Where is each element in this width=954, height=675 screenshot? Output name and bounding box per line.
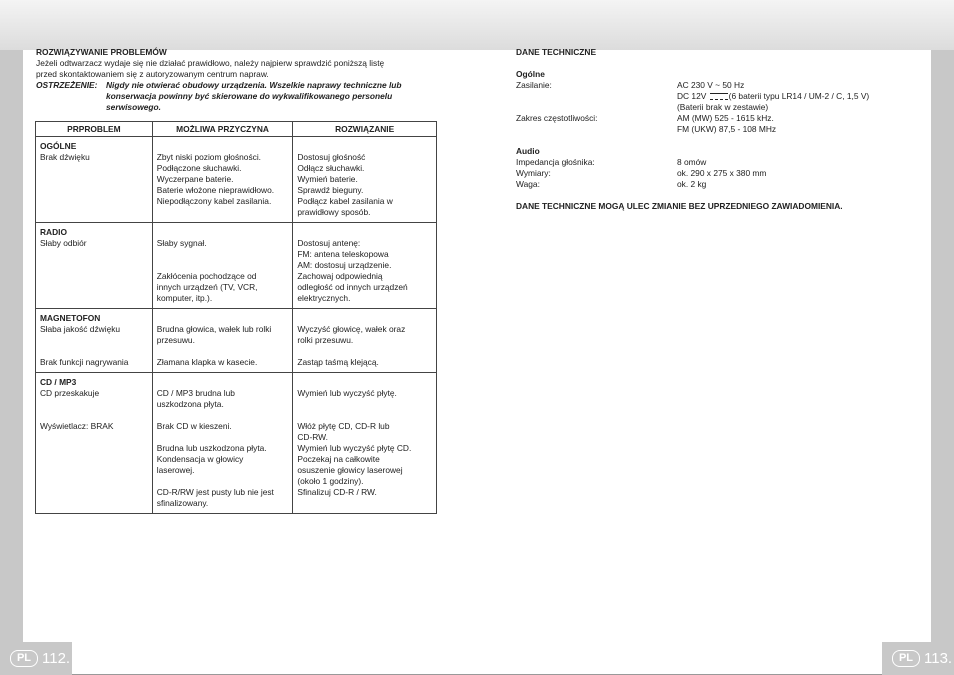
solution-cell xyxy=(293,373,437,514)
power-dc xyxy=(677,91,936,102)
cause-cell xyxy=(152,309,293,373)
cell-line: Zbyt niski poziom głośności. xyxy=(156,152,262,162)
cell-line: Podłącz kabel zasilania w xyxy=(297,196,393,206)
intro-line-1: Jeżeli odtwarzacz wydaje się nie działać prawidłowo, należy najpierw sprawdzić poniższą listę xyxy=(36,58,385,68)
warning-line-3: serwisowego. xyxy=(106,102,161,112)
dc-symbol-icon xyxy=(710,93,728,100)
cell-line: (około 1 godziny). xyxy=(297,476,364,486)
section-title: MAGNETOFON xyxy=(40,313,101,323)
cell-line: Brudna lub uszkodzona płyta. xyxy=(156,443,267,453)
header-cause: MOŻLIWA PRZYCZYNA xyxy=(152,122,293,137)
cell-line xyxy=(157,410,289,421)
power-dc-suffix: (6 baterii typu LR14 / UM-2 / C, 1,5 V) xyxy=(728,91,870,101)
cell-line: sfinalizowany. xyxy=(156,498,209,508)
cell-line xyxy=(40,399,148,410)
cell-line: Sfinalizuj CD-R / RW. xyxy=(297,487,377,497)
cell-line: FM: antena teleskopowa xyxy=(297,249,389,259)
cell-line xyxy=(157,249,289,260)
spec-row-power xyxy=(516,80,936,113)
cell-line: Zastąp taśmą klejącą. xyxy=(297,357,379,367)
cell-line: Brudna głowica, wałek lub rolki xyxy=(156,324,272,334)
spec-row-weight xyxy=(516,179,936,190)
cell-spacer xyxy=(297,313,432,324)
specs-notice: DANE TECHNICZNE MOGĄ ULEC ZMIANIE BEZ UPRZEDNIEGO ZAWIADOMIENIA. xyxy=(516,201,843,211)
cell-line xyxy=(297,346,432,357)
cause-cell xyxy=(152,373,293,514)
spec-row-frequency xyxy=(516,113,936,135)
cell-line: Włóż płytę CD, CD-R lub xyxy=(297,421,390,431)
cell-line: uszkodzona płyta. xyxy=(156,399,224,409)
cell-line: Baterie włożone nieprawidłowo. xyxy=(156,185,275,195)
page-number-left: 112. xyxy=(42,650,71,667)
cell-line: CD-R/RW jest pusty lub nie jest xyxy=(156,487,274,497)
cell-line: Niepodłączony kabel zasilania. xyxy=(156,196,272,206)
cell-line: Słaba jakość dźwięku xyxy=(40,324,121,334)
imp-value: 8 omów xyxy=(677,157,707,167)
cell-line: elektrycznych. xyxy=(297,293,351,303)
dims-label: Wymiary: xyxy=(516,168,551,178)
warning-text xyxy=(106,80,441,113)
freq-fm: FM (UKW) 87,5 - 108 MHz xyxy=(677,124,777,134)
power-dc-note: (Baterii brak w zestawie) xyxy=(677,102,769,112)
weight-value: ok. 2 kg xyxy=(677,179,707,189)
table-row xyxy=(36,309,437,373)
cell-line: CD przeskakuje xyxy=(40,388,100,398)
spec-row-dimensions xyxy=(516,168,936,179)
warning-label: OSTRZEŻENIE: xyxy=(36,80,98,90)
cell-line: AM: dostosuj urządzenie. xyxy=(297,260,392,270)
cell-line: Wyczerpane baterie. xyxy=(156,174,234,184)
cause-cell xyxy=(152,223,293,309)
cell-line: Sprawdź bieguny. xyxy=(297,185,364,195)
problem-cell xyxy=(36,309,153,373)
cell-line xyxy=(157,260,289,271)
cell-line: Zakłócenia pochodzące od xyxy=(156,271,257,281)
cell-spacer xyxy=(157,313,289,324)
header-problem: PRPROBLEM xyxy=(36,122,153,137)
cell-line xyxy=(157,432,289,443)
footer-right xyxy=(882,642,954,675)
language-badge-left: PL xyxy=(10,650,38,667)
section-title: CD / MP3 xyxy=(40,377,77,387)
power-values xyxy=(677,80,936,113)
warning-block xyxy=(36,80,441,113)
cell-spacer xyxy=(157,227,289,238)
cell-line: Wymień lub wyczyść płytę CD. xyxy=(297,443,412,453)
freq-am: AM (MW) 525 - 1615 kHz. xyxy=(677,113,774,123)
warning-line-2: konserwacja powinny być skierowane do wykwalifikowanego personelu xyxy=(106,91,393,101)
cell-line: Wyświetlacz: BRAK xyxy=(40,421,114,431)
problem-cell xyxy=(36,373,153,514)
solution-cell xyxy=(293,223,437,309)
table-body xyxy=(36,137,437,514)
table-header-row xyxy=(36,122,437,137)
cell-line xyxy=(297,410,432,421)
cell-spacer xyxy=(297,141,432,152)
cell-line: Brak funkcji nagrywania xyxy=(40,357,129,367)
problem-cell xyxy=(36,223,153,309)
troubleshooting-section xyxy=(36,47,441,113)
header-solution: ROZWIĄZANIE xyxy=(293,122,437,137)
cell-line: Poczekaj na całkowite xyxy=(297,454,380,464)
cell-line: Wymień baterie. xyxy=(297,174,358,184)
cell-line: Kondensacja w głowicy xyxy=(156,454,244,464)
problem-cell xyxy=(36,137,153,223)
section-title: OGÓLNE xyxy=(40,141,77,151)
cell-line: CD / MP3 brudna lub xyxy=(156,388,235,398)
cell-line: Wymień lub wyczyść płytę. xyxy=(297,388,397,398)
warning-line-1: Nigdy nie otwierać obudowy urządzenia. Wszelkie naprawy techniczne lub xyxy=(106,80,402,90)
cell-line: Zachowaj odpowiednią xyxy=(297,271,383,281)
cell-line xyxy=(297,399,432,410)
cell-line: Brak dźwięku xyxy=(40,152,90,162)
cell-line: Wyczyść głowicę, wałek oraz xyxy=(297,324,406,334)
cell-line: Podłączone słuchawki. xyxy=(156,163,242,173)
cell-line: komputer, itp.). xyxy=(156,293,213,303)
page-number-right: 113. xyxy=(924,650,953,667)
solution-cell xyxy=(293,309,437,373)
power-dc-prefix: DC 12V xyxy=(677,91,707,101)
cell-line: Złamana klapka w kasecie. xyxy=(156,357,258,367)
intro-line-2: przed skontaktowaniem się z autoryzowanym centrum napraw. xyxy=(36,69,269,79)
cell-line xyxy=(157,346,289,357)
general-heading: Ogólne xyxy=(516,69,545,79)
language-badge-right: PL xyxy=(892,650,920,667)
power-ac: AC 230 V ~ 50 Hz xyxy=(677,80,745,90)
cell-line: Dostosuj głośność xyxy=(297,152,366,162)
cell-spacer xyxy=(297,227,432,238)
cell-line: laserowej. xyxy=(156,465,195,475)
weight-label: Waga: xyxy=(516,179,540,189)
cell-spacer xyxy=(157,377,289,388)
footer-left xyxy=(0,642,72,675)
cell-spacer xyxy=(297,377,432,388)
troubleshooting-heading: ROZWIĄZYWANIE PROBLEMÓW xyxy=(36,47,167,57)
cell-line xyxy=(40,335,148,346)
cell-line: odległość od innych urządzeń xyxy=(297,282,408,292)
cell-line: rolki przesuwu. xyxy=(297,335,354,345)
cell-spacer xyxy=(157,141,289,152)
dims-value: ok. 290 x 275 x 380 mm xyxy=(677,168,767,178)
cell-line: przesuwu. xyxy=(156,335,195,345)
cell-line: innych urządzeń (TV, VCR, xyxy=(156,282,258,292)
specs-section xyxy=(516,47,936,212)
audio-heading: Audio xyxy=(516,146,540,156)
cell-line xyxy=(157,476,289,487)
cell-line: Odłącz słuchawki. xyxy=(297,163,365,173)
table-row xyxy=(36,223,437,309)
cell-line: prawidłowy sposób. xyxy=(297,207,371,217)
table-row xyxy=(36,373,437,514)
cell-line: osuszenie głowicy laserowej xyxy=(297,465,403,475)
solution-cell xyxy=(293,137,437,223)
imp-label: Impedancja głośnika: xyxy=(516,157,595,167)
section-title: RADIO xyxy=(40,227,67,237)
cell-line: Słaby odbiór xyxy=(40,238,87,248)
cell-line xyxy=(40,410,148,421)
freq-label: Zakres częstotliwości: xyxy=(516,113,598,123)
specs-heading: DANE TECHNICZNE xyxy=(516,47,597,57)
left-margin-band xyxy=(0,50,23,675)
cell-line: Brak CD w kieszeni. xyxy=(156,421,232,431)
cause-cell xyxy=(152,137,293,223)
power-label: Zasilanie: xyxy=(516,80,552,90)
cell-line: Słaby sygnał. xyxy=(156,238,207,248)
freq-values xyxy=(677,113,936,135)
cell-line: CD-RW. xyxy=(297,432,328,442)
table-row xyxy=(36,137,437,223)
spec-row-impedance xyxy=(516,157,936,168)
troubleshooting-table xyxy=(35,121,437,514)
cell-line: Dostosuj antenę: xyxy=(297,238,361,248)
top-header-band xyxy=(0,0,954,50)
cell-line xyxy=(40,346,148,357)
